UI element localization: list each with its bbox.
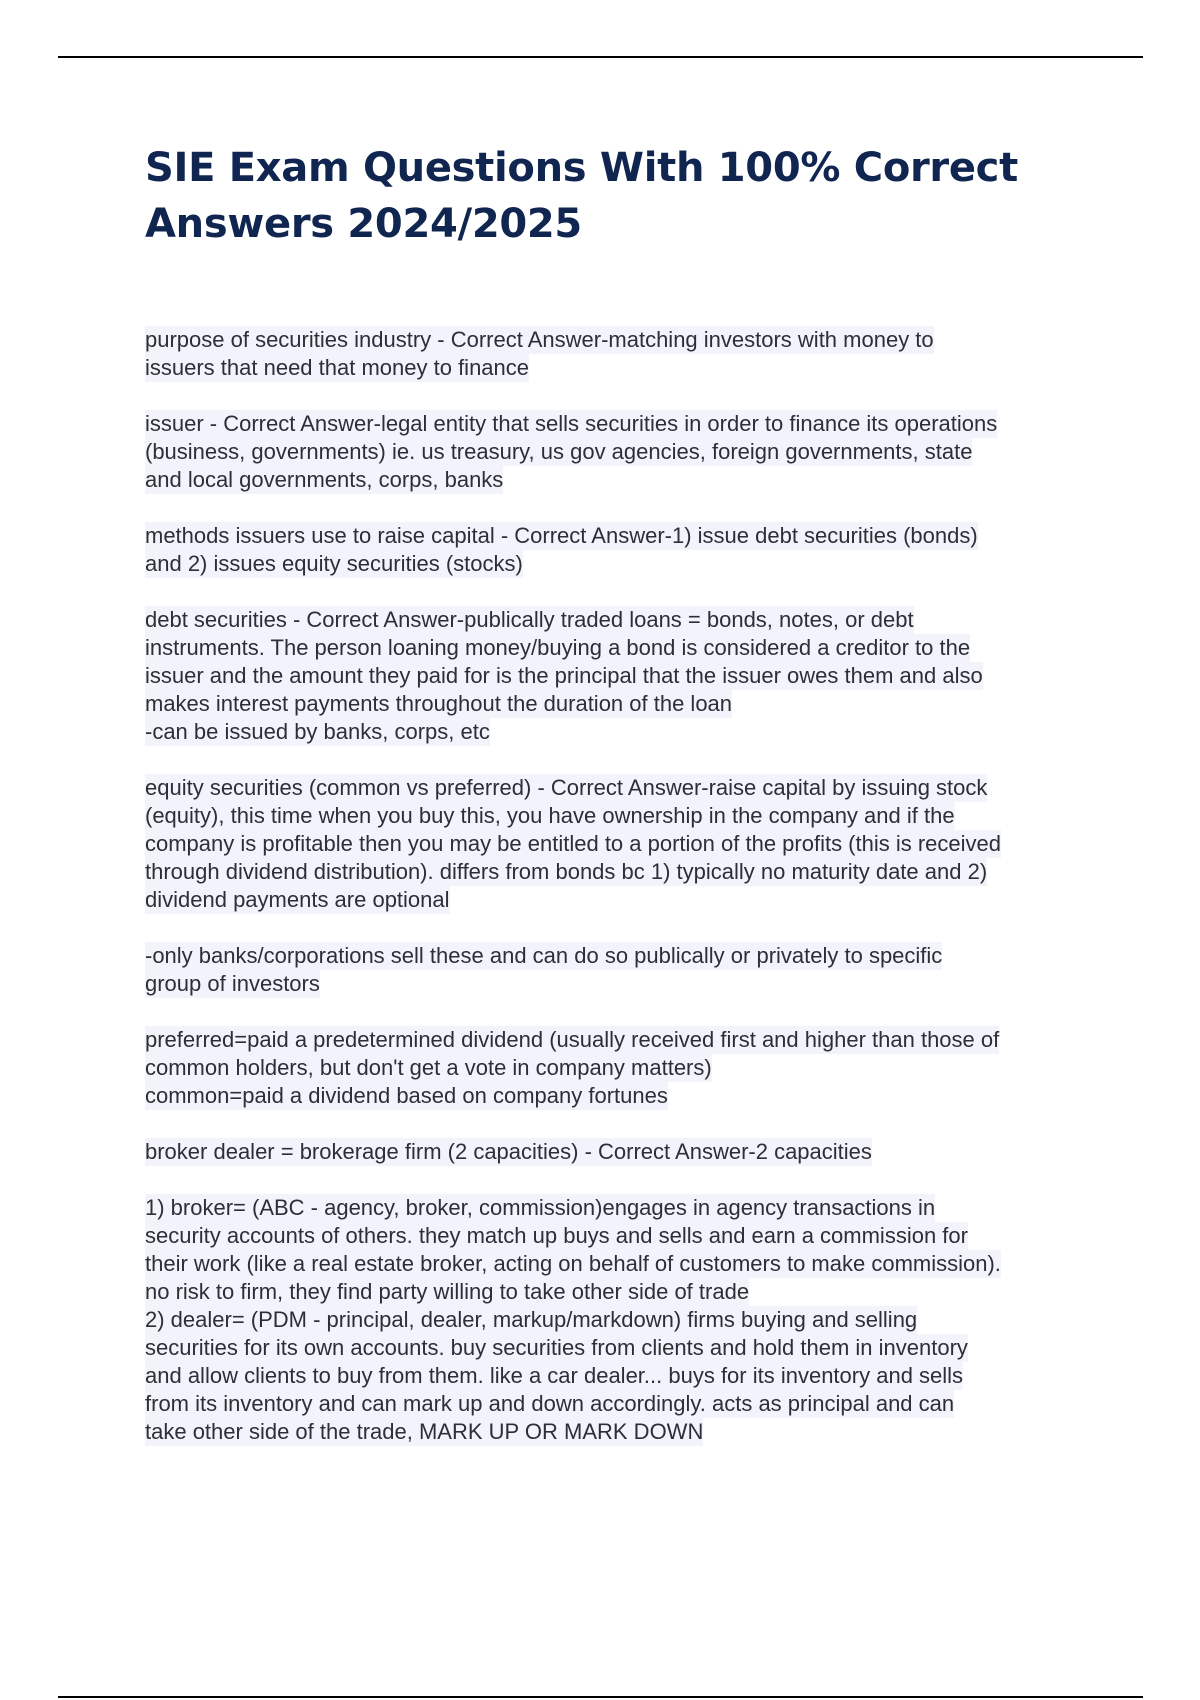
text-line: issuers that need that money to finance	[145, 355, 530, 380]
text-line: broker dealer = brokerage firm (2 capacities) - Correct Answer-2 capacities	[145, 1139, 872, 1164]
text-line: through dividend distribution). differs from bonds bc 1) typically no maturity date and 2)	[145, 859, 988, 884]
text-line: and allow clients to buy from them. like a car dealer... buys for its inventory and sells	[145, 1363, 964, 1388]
text-line: purpose of securities industry - Correct Answer-matching investors with money to	[145, 327, 934, 352]
text-line: -can be issued by banks, corps, etc	[145, 719, 490, 744]
text-line: company is profitable then you may be entitled to a portion of the profits (this is received	[145, 831, 1002, 856]
document-body	[145, 326, 1095, 1474]
title-line-2: Answers 2024/2025	[145, 201, 582, 247]
text-line: dividend payments are optional	[145, 887, 450, 912]
text-line: makes interest payments throughout the duration of the loan	[145, 691, 733, 716]
text-line: and 2) issues equity securities (stocks)	[145, 551, 523, 576]
text-line: methods issuers use to raise capital - Correct Answer-1) issue debt securities (bonds)	[145, 523, 978, 548]
text-line: (business, governments) ie. us treasury, us gov agencies, foreign governments, state	[145, 439, 973, 464]
text-line: instruments. The person loaning money/buying a bond is considered a creditor to the	[145, 635, 971, 660]
document-title	[145, 140, 1095, 252]
footer-rule	[58, 1696, 1143, 1698]
text-line: and local governments, corps, banks	[145, 467, 504, 492]
qa-paragraph	[145, 774, 1095, 914]
qa-paragraph	[145, 1194, 1095, 1446]
qa-paragraph	[145, 942, 1095, 998]
text-line: -only banks/corporations sell these and can do so publically or privately to specific	[145, 943, 943, 968]
text-line: securities for its own accounts. buy securities from clients and hold them in inventory	[145, 1335, 968, 1360]
header-rule	[58, 56, 1143, 58]
text-line: from its inventory and can mark up and down accordingly. acts as principal and can	[145, 1391, 955, 1416]
text-line: security accounts of others. they match up buys and sells and earn a commission for	[145, 1223, 968, 1248]
text-line: common=paid a dividend based on company fortunes	[145, 1083, 668, 1108]
qa-paragraph	[145, 410, 1095, 494]
qa-paragraph	[145, 1026, 1095, 1110]
text-line: issuer - Correct Answer-legal entity that sells securities in order to finance its operations	[145, 411, 998, 436]
text-line: debt securities - Correct Answer-publically traded loans = bonds, notes, or debt	[145, 607, 914, 632]
text-line: 1) broker= (ABC - agency, broker, commission)engages in agency transactions in	[145, 1195, 936, 1220]
qa-paragraph	[145, 522, 1095, 578]
text-line: issuer and the amount they paid for is the principal that the issuer owes them and also	[145, 663, 983, 688]
text-line: their work (like a real estate broker, acting on behalf of customers to make commission).	[145, 1251, 1001, 1276]
title-line-1: SIE Exam Questions With 100% Correct	[145, 145, 1018, 191]
text-line: no risk to firm, they find party willing to take other side of trade	[145, 1279, 750, 1304]
text-line: preferred=paid a predetermined dividend (usually received first and higher than those of	[145, 1027, 1000, 1052]
text-line: 2) dealer= (PDM - principal, dealer, markup/markdown) firms buying and selling	[145, 1307, 918, 1332]
text-line: group of investors	[145, 971, 320, 996]
text-line: equity securities (common vs preferred) - Correct Answer-raise capital by issuing stock	[145, 775, 988, 800]
qa-paragraph	[145, 606, 1095, 746]
text-line: take other side of the trade, MARK UP OR MARK DOWN	[145, 1419, 704, 1444]
qa-paragraph	[145, 1138, 1095, 1166]
text-line: common holders, but don't get a vote in company matters)	[145, 1055, 712, 1080]
qa-paragraph	[145, 326, 1095, 382]
text-line: (equity), this time when you buy this, you have ownership in the company and if the	[145, 803, 955, 828]
